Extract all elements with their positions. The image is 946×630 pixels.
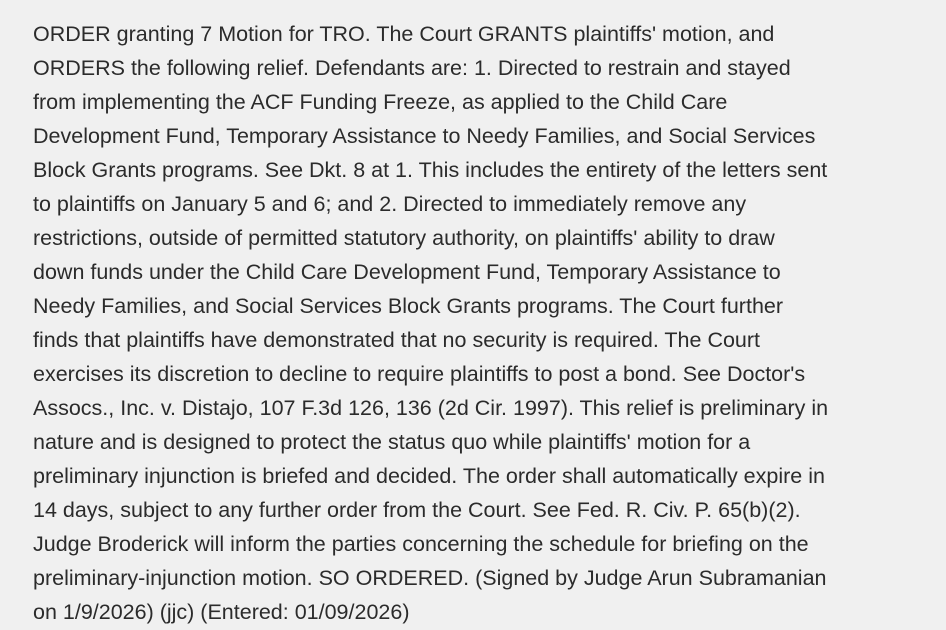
docket-entry-text: ORDER granting 7 Motion for TRO. The Court GRANTS plaintiffs' motion, and ORDERS the following relief. Defendants are: 1. Directed to restrain and stayed from implementing the ACF Funding Freeze, as applied to the Child Care Development Fund, Temporary Assistance to Needy Families, and Social Services Block Grants programs. See Dkt. 8 at 1. This includes the entirety of the letters sent to plaintiffs on January 5 and 6; and 2. Directed to immediately remove any restrictions, outside of permitted statutory authority, on plaintiffs' ability to draw down funds under the Child Care Development Fund, Temporary Assistance to Needy Families, and Social Services Block Grants programs. The Court further finds that plaintiffs have demonstrated that no security is required. The Court exercises its discretion to decline to require plaintiffs to post a bond. See Doctor's Assocs., Inc. v. Distajo, 107 F.3d 126, 136 (2d Cir. 1997). This relief is preliminary in nature and is designed to protect the status quo while plaintiffs' motion for a preliminary injunction is briefed and decided. The order shall automatically expire in 14 days, subject to any further order from the Court. See Fed. R. Civ. P. 65(b)(2). Judge Broderick will inform the parties concerning the schedule for briefing on the preliminary-injunction motion. SO ORDERED. (Signed by Judge Arun Subramanian on 1/9/2026) (jjc) (Entered: 01/09/2026) [33,22,829,624]
